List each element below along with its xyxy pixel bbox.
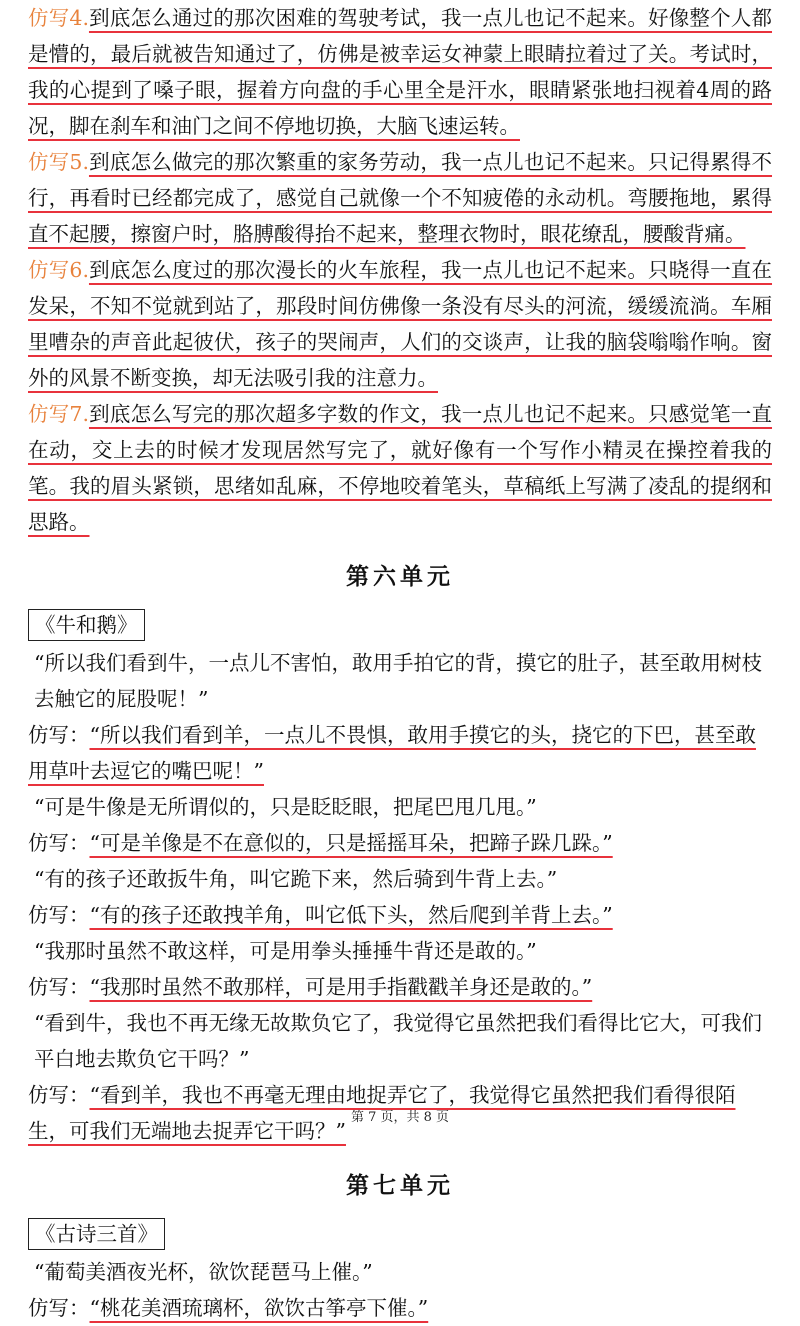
original-sentence: “所以我们看到牛，一点儿不害怕，敢用手拍它的背，摸它的肚子，甚至敢用树枝去触它的屁股呢！” (34, 651, 762, 711)
lesson-title: 《古诗三首》 (28, 1218, 165, 1250)
paragraph (28, 396, 772, 540)
imitation-text: “桃花美酒琉璃杯，欲饮古筝亭下催。” (89, 1296, 429, 1320)
imitation-label: 仿写： (28, 975, 90, 999)
original-sentence: “可是牛像是无所谓似的，只是眨眨眼，把尾巴甩几甩。” (34, 795, 537, 819)
document-page (28, 0, 772, 1326)
page-footer: 第 7 页，共 8 页 (350, 1110, 450, 1125)
imitation-label: 仿写： (28, 1083, 90, 1107)
imitation-sentence (28, 825, 772, 861)
paragraph-label: 仿写6. (28, 258, 89, 282)
original-sentence: “我那时虽然不敢这样，可是用拳头捶捶牛背还是敢的。” (34, 939, 537, 963)
paragraph (28, 0, 772, 144)
original-sentence: “有的孩子还敢扳牛角，叫它跪下来，然后骑到牛背上去。” (34, 867, 558, 891)
imitation-paragraphs (28, 0, 772, 540)
unit-six-heading: 第六单元 (346, 563, 454, 590)
imitation-text: “我那时虽然不敢那样，可是用手指戳戳羊身还是敢的。” (89, 975, 593, 999)
imitation-sentence (28, 1290, 772, 1326)
imitation-text: “可是羊像是不在意似的，只是摇摇耳朵，把蹄子跺几跺。” (89, 831, 613, 855)
unit-seven-heading: 第七单元 (346, 1172, 454, 1199)
imitation-label: 仿写： (28, 1296, 90, 1320)
paragraph-text: 到底怎么做完的那次繁重的家务劳动，我一点儿也记不起来。只记得累得不行，再看时已经都完成了，感觉自己就像一个不知疲倦的永动机。弯腰拖地，累得直不起腰，擦窗户时，胳膊酸得抬不起来，整理衣物时，眼花缭乱，腰酸背痛。 (28, 150, 773, 246)
paragraph-label: 仿写4. (28, 6, 89, 30)
paragraph (28, 252, 772, 396)
original-sentence: “看到牛，我也不再无缘无故欺负它了，我觉得它虽然把我们看得比它大，可我们平白地去欺负它干吗？” (34, 1011, 762, 1071)
imitation-text: “所以我们看到羊，一点儿不畏惧，敢用手摸它的头，挠它的下巴，甚至敢用草叶去逗它的嘴巴呢！” (28, 723, 756, 783)
paragraph-text: 到底怎么写完的那次超多字数的作文，我一点儿也记不起来。只感觉笔一直在动，交上去的时候才发现居然写完了，就好像有一个写作小精灵在操控着我的笔。我的眉头紧锁，思绪如乱麻，不停地咬着笔头，草稿纸上写满了凌乱的提纲和思路。 (28, 402, 773, 534)
original-sentence: “葡萄美酒夜光杯，欲饮琵琶马上催。” (34, 1260, 373, 1284)
imitation-label: 仿写： (28, 903, 90, 927)
imitation-label: 仿写： (28, 723, 90, 747)
imitation-sentence (28, 897, 772, 933)
lesson-title: 《牛和鹅》 (28, 609, 145, 641)
imitation-text: “有的孩子还敢拽羊角，叫它低下头，然后爬到羊背上去。” (89, 903, 613, 927)
paragraph (28, 144, 772, 252)
paragraph-text: 到底怎么通过的那次困难的驾驶考试，我一点儿也记不起来。好像整个人都是懵的，最后就被告知通过了，仿佛是被幸运女神蒙上眼睛拉着过了关。考试时，我的心提到了嗓子眼，握着方向盘的手心里全是汗水，眼睛紧张地扫视着4周的路况，脚在刹车和油门之间不停地切换，大脑飞速运转。 (28, 6, 773, 138)
paragraph-text: 到底怎么度过的那次漫长的火车旅程，我一点儿也记不起来。只晓得一直在发呆，不知不觉就到站了，那段时间仿佛像一条没有尽头的河流，缓缓流淌。车厢里嘈杂的声音此起彼伏，孩子的哭闹声，人们的交谈声，让我的脑袋嗡嗡作响。窗外的风景不断变换，却无法吸引我的注意力。 (28, 258, 773, 390)
paragraph-label: 仿写5. (28, 150, 89, 174)
imitation-label: 仿写： (28, 831, 90, 855)
imitation-sentence (28, 969, 772, 1005)
paragraph-label: 仿写7. (28, 402, 89, 426)
imitation-text: “看到羊，我也不再毫无理由地捉弄它了，我觉得它虽然把我们看得很陌生，可我们无端地去捉弄它干吗？” (28, 1083, 736, 1143)
imitation-sentence (28, 717, 772, 789)
